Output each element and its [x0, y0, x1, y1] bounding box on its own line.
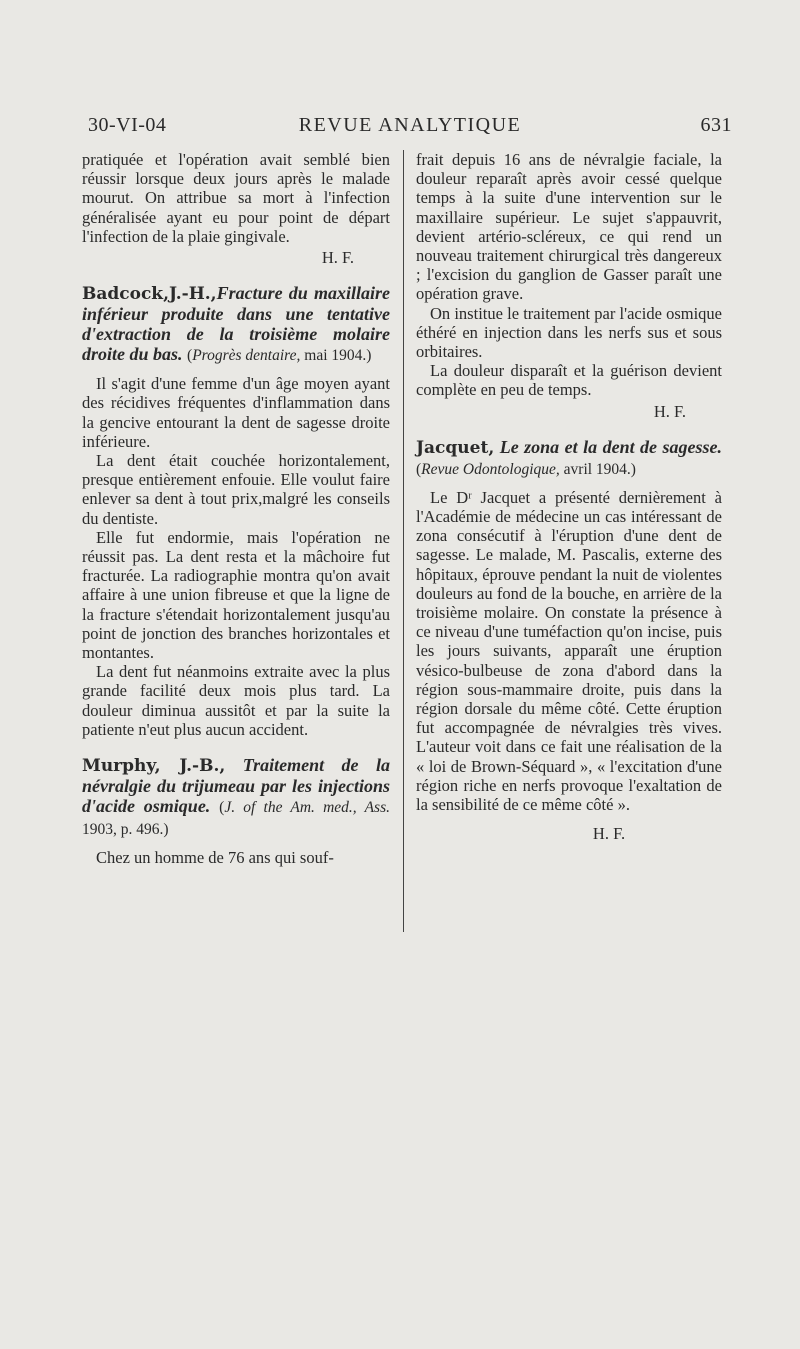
header-title: REVUE ANALYTIQUE	[298, 114, 522, 136]
paragraph: On institue le traitement par l'acide osmique éthéré en injection dans les nerfs sus et sous orbitaires.	[416, 303, 722, 362]
paragraph: Il s'agit d'une femme d'un âge moyen ayant des récidives fréquentes d'inflammation dans la gencive entourant la dent de sagesse droite inférieure.	[82, 374, 390, 451]
entry-date: mai 1904.)	[300, 347, 372, 365]
paragraph: La dent fut néanmoins extraite avec la plus grande facilité deux mois plus tard. La douleur diminua aussitôt et par la suite la patiente n'eut plus aucun accident.	[82, 662, 390, 739]
entry-source: J. of the Am. med., Ass.	[224, 799, 390, 817]
signature: H. F.	[592, 824, 626, 844]
paragraph: Le Dʳ Jacquet a présenté dernièrement à l'Académie de médecine un cas intéressant de zona consécutif à l'éruption d'une dent de sagesse. Le malade, M. Pascalis, externe des hôpitaux, éprouve pendant la nuit de violentes douleurs au fond de la bouche, en arrière de la troisième molaire. On constate la présence à ce niveau d'une tuméfaction qu'on incise, puis les jours suivants, apparaît une éruption vésico-bulbeuse de zona d'abord dans la région sous-mammaire droite, puis dans la région dorsale du même côté. Cette éruption fut accompagnée de névralgies très vives. L'auteur voit dans ce fait une réalisation de la « loi de Brown-Séquard », « l'excitation d'une région riche en nerfs provoque l'exaltation de la sensibilité de ce même côté ».	[416, 487, 722, 815]
entry-jacquet: Jacquet, Le zona et la dent de sagesse. (Revue Odontologique, avril 1904.)	[416, 436, 722, 478]
left-column	[82, 150, 390, 867]
entry-date: 1903, p. 496.)	[82, 821, 169, 839]
entry-date: avril 1904.)	[559, 460, 636, 478]
entry-murphy: Murphy, J.-B., Traitement de la névralgie du trijumeau par les injections d'acide osmique. (J. of the Am. med., Ass. 1903, p. 496.)	[82, 755, 390, 839]
entry-author: Jacquet,	[416, 437, 495, 458]
entry-author: Murphy, J.-B.,	[82, 756, 226, 777]
paragraph: frait depuis 16 ans de névralgie faciale, la douleur reparaît après avoir cessé quelque temps à la suite d'une intervention sur le maxillaire supérieur. Le sujet s'appauvrit, devient artério-scléreux, ce qui rend un nouveau traitement chirurgical très dangereux ; l'excision du ganglion de Gasser paraît une opération grave.	[416, 150, 722, 304]
entry-source: Progrès dentaire,	[192, 347, 301, 365]
entry-title: Fracture du maxillaire inférieur produite dans une tentative d'extraction de la troisième molaire droite du bas.	[82, 283, 390, 365]
entry-badcock: Badcock,J.-H.,Fracture du maxillaire inférieur produite dans une tentative d'extraction de la troisième molaire droite du bas. (Progrès dentaire, mai 1904.)	[82, 283, 390, 365]
paragraph: Elle fut endormie, mais l'opération ne réussit pas. La dent resta et la mâchoire fut fracturée. La radiographie montra qu'on avait affaire à une union fibreuse et que la ligne de la fracture s'étendait horizontalement jusqu'au point de jonction des branches horizontales et montantes.	[82, 527, 390, 663]
paragraph: La douleur disparaît et la guérison devient complète en peu de temps.	[416, 361, 722, 400]
column-divider	[403, 150, 404, 932]
entry-source: Revue Odontologique,	[421, 460, 560, 478]
header-date: 30-VI-04	[88, 114, 167, 136]
signature: H. F.	[653, 401, 686, 421]
paragraph: Chez un homme de 76 ans qui souf-	[96, 848, 334, 868]
entry-author: Badcock,J.-H.,	[82, 284, 217, 305]
signature: H. F.	[321, 248, 354, 268]
intro-paragraph: pratiquée et l'opération avait semblé bien réussir lorsque deux jours après le malade mourut. On attribue sa mort à l'infection généralisée ayant eu pour point de départ l'infection de la plaie gingivale.	[82, 150, 390, 246]
right-column	[416, 150, 722, 844]
entry-title: Le zona et la dent de sagesse.	[499, 436, 722, 457]
page-number: 631	[700, 114, 732, 136]
entry-title: Traitement de la névralgie du trijumeau par les injections d'acide osmique.	[82, 755, 390, 817]
paragraph: La dent était couchée horizontalement, presque entièrement enfouie. Elle voulut faire enlever sa dent à tout prix,malgré les conseils du dentiste.	[82, 451, 390, 528]
